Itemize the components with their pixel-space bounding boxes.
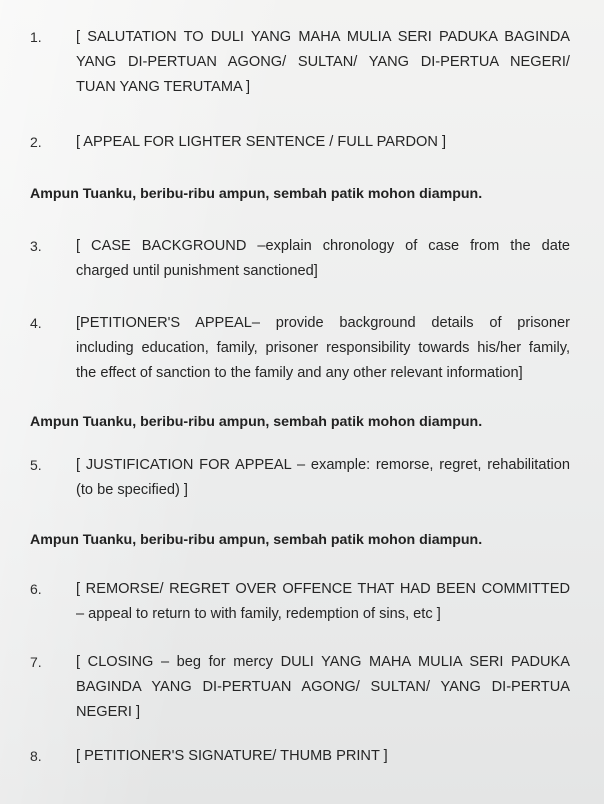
item-line: [ SALUTATION TO DULI YANG MAHA MULIA SERI PADUKA BAGINDA [76,29,570,45]
item-number: 1. [30,29,42,45]
item-text [76,744,570,769]
item-line: [ CLOSING – beg for mercy DULI YANG MAHA MULIA SERI PADUKA [76,654,570,670]
item-line: NEGERI ] [76,704,141,720]
item-text [76,577,570,627]
item-text [76,650,570,725]
item-text [76,130,570,155]
item-line: [ CASE BACKGROUND –explain chronology of case from the date [76,238,570,254]
item-line: [ PETITIONER'S SIGNATURE/ THUMB PRINT ] [76,748,388,764]
item-line: [ REMORSE/ REGRET OVER OFFENCE THAT HAD BEEN COMMITTED [76,581,570,597]
item-number: 6. [30,581,42,597]
item-line: [ JUSTIFICATION FOR APPEAL – example: remorse, regret, rehabilitation [76,457,570,473]
item-number: 3. [30,238,42,254]
item-line: [ APPEAL FOR LIGHTER SENTENCE / FULL PARDON ] [76,134,447,150]
item-text [76,25,570,100]
item-line: [PETITIONER'S APPEAL– provide background details of prisoner [76,315,570,331]
item-line: YANG DI-PERTUAN AGONG/ SULTAN/ YANG DI-PERTUA NEGERI/ [76,54,570,70]
item-number: 8. [30,748,42,764]
item-number: 7. [30,654,42,670]
item-text [76,311,570,386]
item-line: TUAN YANG TERUTAMA ] [76,79,251,95]
item-number: 5. [30,457,42,473]
item-line: – appeal to return to with family, redemption of sins, etc ] [76,606,441,622]
ampun-line: Ampun Tuanku, beribu-ribu ampun, sembah patik mohon diampun. [30,414,483,430]
ampun-line: Ampun Tuanku, beribu-ribu ampun, sembah patik mohon diampun. [30,186,483,202]
item-line: (to be specified) ] [76,482,188,498]
item-line: charged until punishment sanctioned] [76,263,318,279]
item-text [76,234,570,284]
item-number: 4. [30,315,42,331]
ampun-line: Ampun Tuanku, beribu-ribu ampun, sembah patik mohon diampun. [30,532,483,548]
item-line: including education, family, prisoner responsibility towards his/her family, [76,340,570,356]
item-line: the effect of sanction to the family and any other relevant information] [76,365,523,381]
item-text [76,453,570,503]
item-line: BAGINDA YANG DI-PERTUAN AGONG/ SULTAN/ YANG DI-PERTUA [76,679,570,695]
item-number: 2. [30,134,42,150]
